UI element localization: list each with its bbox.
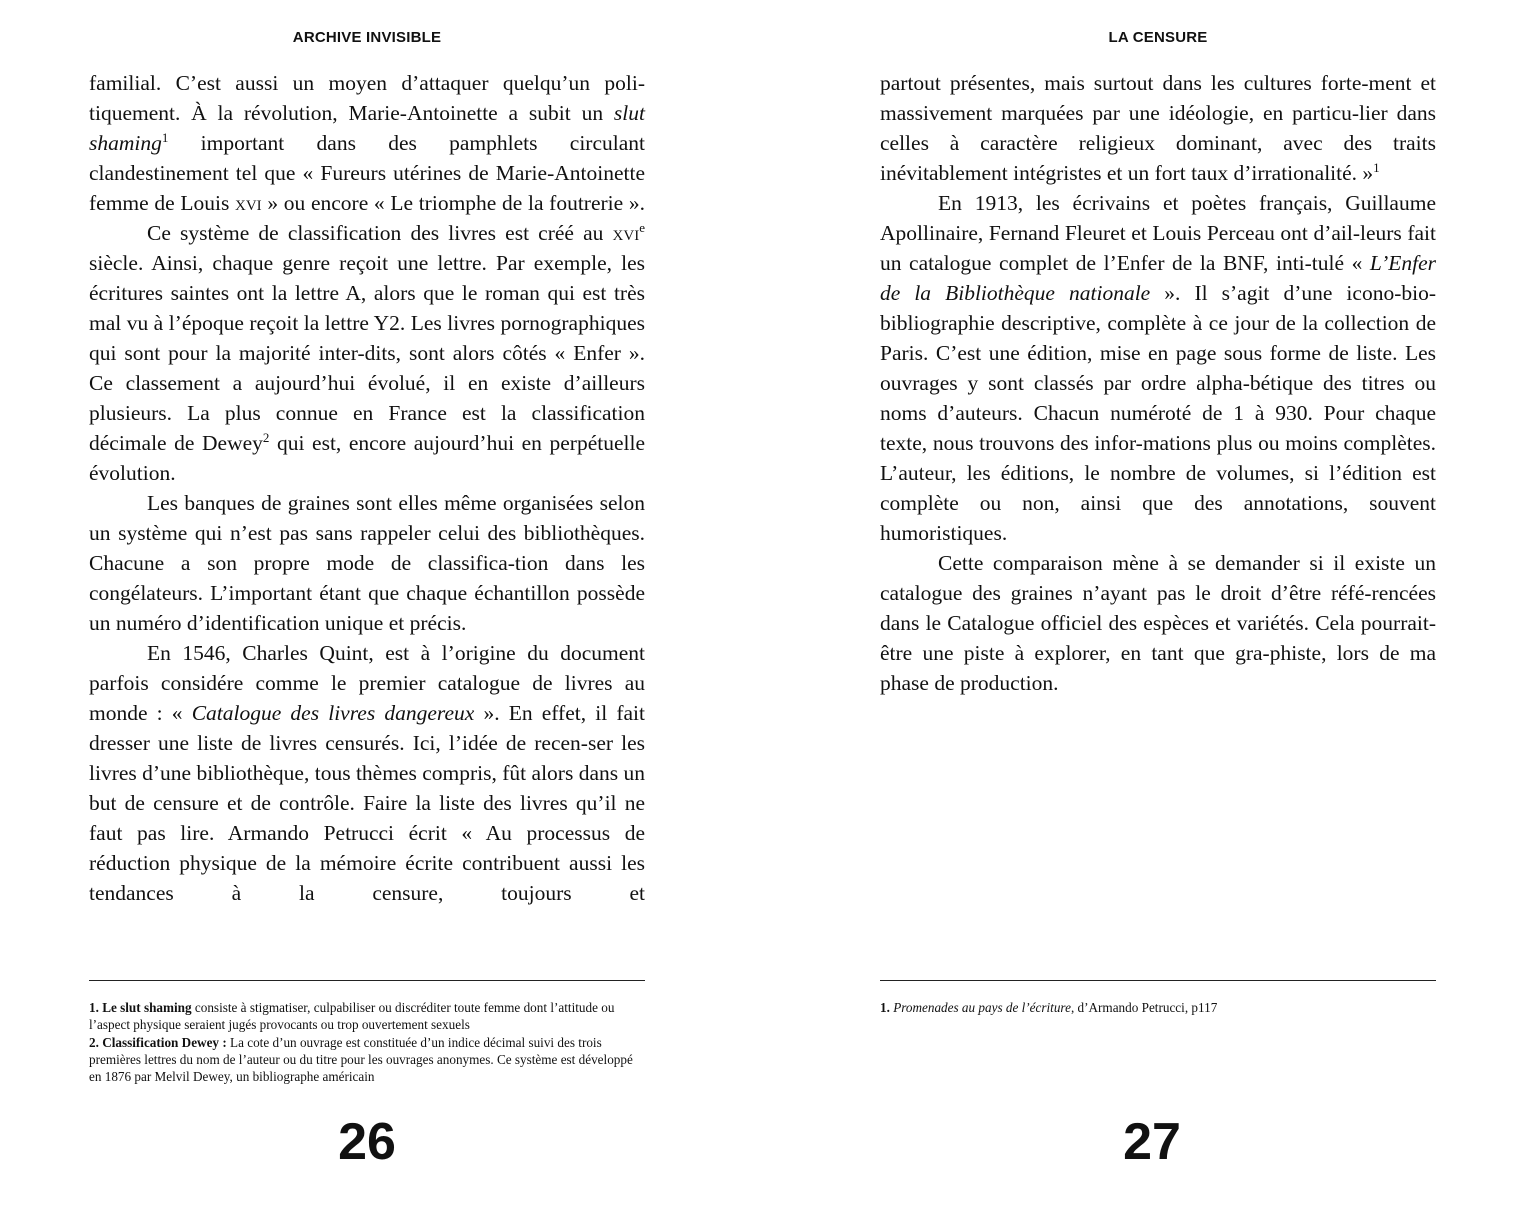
paragraph-text: qui est, encore aujourd’hui en perpétuelle évolution. [89, 431, 645, 485]
footnote-ref: 1 [161, 129, 169, 145]
paragraph-text: Ce système de classification des livres est créé au [147, 221, 613, 245]
paragraph [89, 218, 645, 488]
footnote-rule [89, 980, 645, 981]
italic-title: L’Enfer de la Bibliothèque nationale [880, 251, 1436, 305]
footnote-text: La cote d’un ouvrage est constituée d’un indice décimal suivi des trois premières lettres du nom de l’auteur ou du titre pour les ouvrages anonymes. Ce système est développé en 1876 par Melvil Dewey, un bibliographe américain [89, 1034, 633, 1085]
roman-numeral: xvi [612, 221, 640, 245]
running-head: ARCHIVE INVISIBLE [292, 29, 442, 46]
paragraph-text: familial. C’est aussi un moyen d’attaquer quelqu’un poli-tiquement. À la révolution, Marie-Antoinette a subit un [89, 71, 645, 125]
paragraph-text: » ou encore « Le triomphe de la foutrerie ». [261, 191, 645, 215]
paragraph-text: partout présentes, mais surtout dans les cultures forte-ment et massivement marquées par une idéologie, en particu-lier dans celles à caractère religieux dominant, avec des traits inévitablement intégristes et un fort taux d’irrationalité. » [880, 71, 1436, 185]
footnote-term: Le slut shaming [102, 1000, 192, 1015]
footnotes [880, 999, 1436, 1016]
footnote-text: , d’Armando Petrucci, p117 [1070, 1000, 1218, 1015]
footnote-rule [880, 980, 1436, 981]
footnote [880, 999, 1436, 1016]
paragraph [880, 68, 1436, 188]
footnotes [89, 999, 645, 1085]
footnote-ref: 2 [262, 429, 270, 445]
paragraph-text: En 1546, Charles Quint, est à l’origine du document parfois considére comme le premier catalogue de livres au monde : « [89, 641, 645, 725]
body-text [89, 68, 645, 908]
paragraph-text: En 1913, les écrivains et poètes français, Guillaume Apollinaire, Fernand Fleuret et Louis Perceau ont d’ail-leurs fait un catalogue complet de l’Enfer de la BNF, inti-tulé « [880, 191, 1436, 275]
footnote-number: 1. [89, 1000, 99, 1015]
footnote-term: Classification Dewey : [102, 1034, 227, 1050]
body-text [880, 68, 1436, 698]
paragraph [89, 68, 645, 218]
roman-numeral: xvi [235, 191, 262, 215]
left-page [89, 0, 645, 1205]
footnote-italic-title: Promenades au pays de l’écriture [893, 1000, 1071, 1015]
paragraph: Les banques de graines sont elles même organisées selon un système qui n’est pas sans rappeler celui des bibliothèques. Chacune a son propre mode de classifica-tion dans les congélateurs. L’important étant que chaque échantillon possède un numéro d’identification unique et précis. [89, 491, 645, 635]
paragraph-text: siècle. Ainsi, chaque genre reçoit une lettre. Par exemple, les écritures saintes ont la lettre A, alors que le roman qui est très mal vu à l’époque reçoit la lettre Y2. Les livres pornographiques qui sont pour la majorité inter-dits, sont alors côtés « Enfer ». Ce classement a aujourd’hui évolué, il en existe d’ailleurs plusieurs. La plus connue en France est la classification décimale de Dewey [89, 251, 645, 455]
paragraph-text: important dans des pamphlets circulant clandestinement tel que « Fureurs utérines de Marie-Antoinette femme de Louis [89, 131, 645, 215]
right-page [880, 0, 1436, 1205]
footnote-number: 2. [89, 1034, 99, 1050]
footnote-number: 1. [880, 1000, 890, 1015]
italic-title: Catalogue des livres dangereux [191, 701, 475, 725]
footnote-text: consiste à stigmatiser, culpabiliser ou discréditer toute femme dont l’attitude ou l’aspect physique seraient jugés provocants ou trop ouvertement sexuels [89, 1000, 615, 1033]
paragraph: Cette comparaison mène à se demander si il existe un catalogue des graines n’ayant pas le droit d’être réfé-rencées dans le Catalogue officiel des espèces et variétés. Cela pourrait-être une piste à explorer, en tant que gra-phiste, lors de ma phase de production. [880, 551, 1436, 695]
footnote [89, 999, 645, 1034]
paragraph-text: ». Il s’agit d’une icono-bio-bibliographie descriptive, complète à ce jour de la collection de Paris. C’est une édition, mise en page sous forme de liste. Les ouvrages y sont classés par ordre alpha-bétique des titres ou noms d’auteurs. Chacun numéroté de 1 à 930. Pour chaque texte, nous trouvons des infor-mations plus ou moins complètes. L’auteur, les éditions, le nombre de volumes, si l’édition est complète ou non, ainsi que des annotations, souvent humoristiques. [880, 281, 1436, 545]
paragraph [89, 638, 645, 908]
superscript: e [639, 219, 645, 235]
paragraph [880, 188, 1436, 548]
paragraph-text: ». En effet, il fait dresser une liste de livres censurés. Ici, l’idée de recen-ser les livres d’une bibliothèque, tous thèmes compris, fût alors dans un but de censure et de contrôle. Faire la liste des livres qu’il ne faut pas lire. Armando Petrucci écrit « Au processus de réduction physique de la mémoire écrite contribuent aussi les tendances à la censure, toujours et [89, 701, 646, 905]
italic-term: slut shaming [89, 101, 645, 155]
running-head: LA CENSURE [1108, 29, 1208, 46]
footnote [89, 1034, 645, 1086]
page-number: 26 [338, 1113, 396, 1171]
page-number: 27 [1123, 1113, 1181, 1171]
footnote-ref: 1 [1373, 159, 1380, 175]
